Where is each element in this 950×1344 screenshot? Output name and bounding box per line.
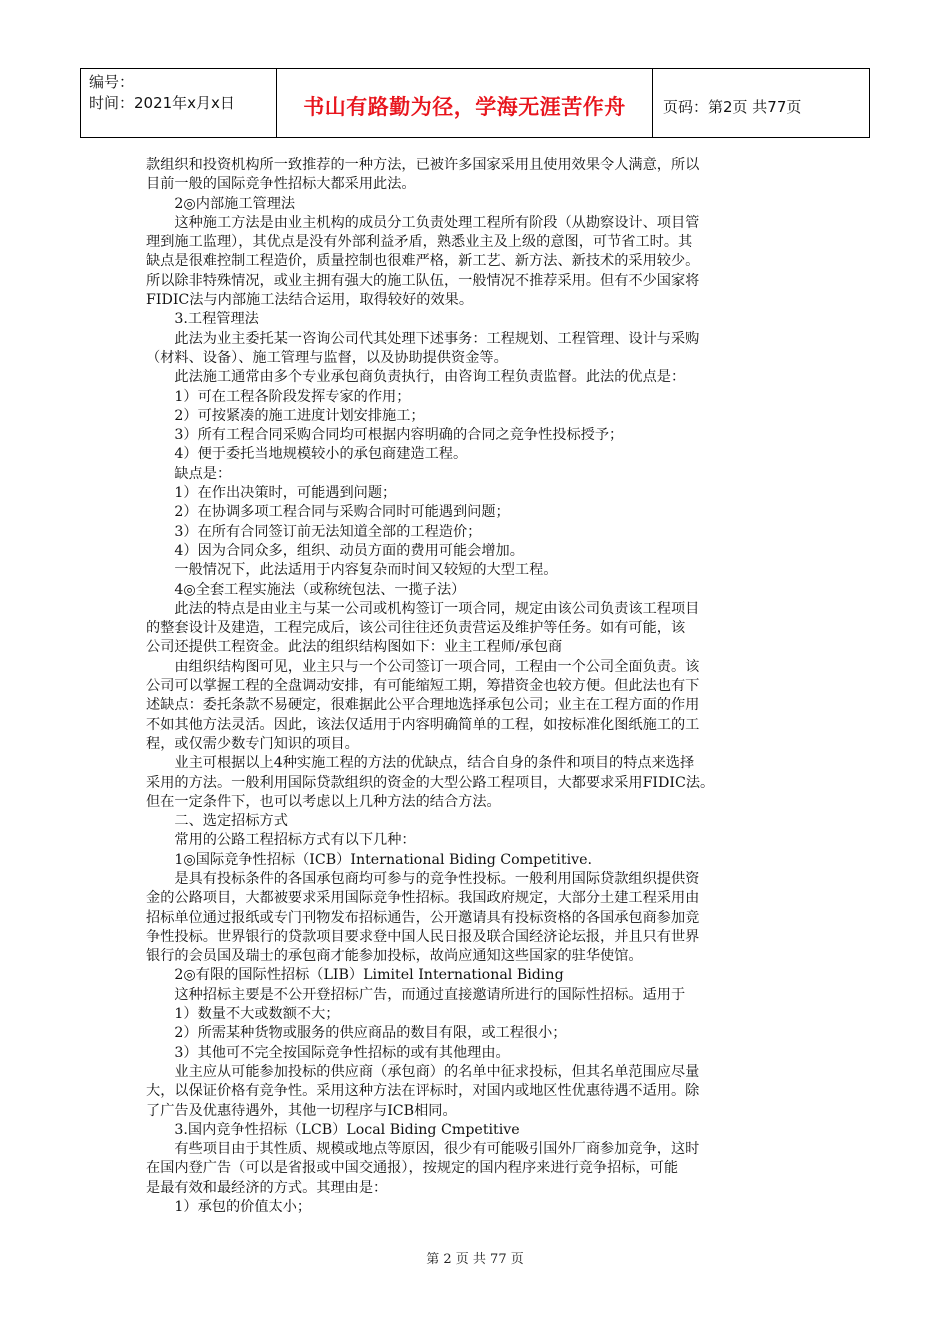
text-line: 1）可在工程各阶段发挥专家的作用； [146, 388, 411, 405]
text-line: 4）便于委托当地规模较小的承包商建造工程。 [146, 446, 468, 463]
text-line: 1）承包的价值太小； [146, 1199, 312, 1216]
text-line: 了广告及优惠待遇外，其他一切程序与ICB相同。 [146, 1102, 457, 1119]
text-line: 此法为业主委托某一咨询公司代其处理下述事务：工程规划、工程管理、设计与采购 [146, 330, 700, 347]
text-line: 但在一定条件下，也可以考虑以上几种方法的结合方法。 [146, 793, 501, 810]
text-line: 不如其他方法灵活。因此，该法仅适用于内容明确简单的工程，如按标准化图纸施工的工 [146, 716, 700, 733]
text-line: 是具有投标条件的各国承包商均可参与的竞争性投标。一般利用国际贷款组织提供资 [146, 870, 700, 887]
text-line: 由组织结构图可见，业主只与一个公司签订一项合同，工程由一个公司全面负责。该 [146, 658, 700, 675]
text-line: 所以除非特殊情况，或业主拥有强大的施工队伍，一般情况不推荐采用。但有不少国家将 [146, 272, 700, 289]
text-line: 3）所有工程合同采购合同均可根据内容明确的合同之竞争性投标授予； [146, 427, 624, 444]
text-line: 这种施工方法是由业主机构的成员分工负责处理工程所有阶段（从勘察设计、项目管 [146, 214, 700, 231]
text-line: 公司还提供工程资金。此法的组织结构图如下：业主工程师/承包商 [146, 639, 563, 656]
text-line: 采用的方法。一般利用国际贷款组织的资金的大型公路工程项目，大都要求采用FIDIC法。 [146, 774, 715, 791]
text-line: 4）因为合同众多，组织、动员方面的费用可能会增加。 [146, 542, 524, 559]
text-line: 金的公路项目，大都被要求采用国际竞争性招标。我国政府规定，大部分土建工程采用由 [146, 890, 700, 907]
doc-date: 时间：2021年x月x日 [89, 94, 235, 112]
text-line: 此法的特点是由业主与某一公司或机构签订一项合同，规定由该公司负责该工程项目 [146, 600, 700, 617]
text-line: 这种招标主要是不公开登招标广告，而通过直接邀请所进行的国际性招标。适用于 [146, 986, 686, 1003]
document-body [146, 156, 818, 1217]
text-line: 的整套设计及建造，工程完成后，该公司往往还负责营运及维护等任务。如有可能，该 [146, 620, 686, 637]
text-line: 2◎有限的国际性招标（LIB）Limitel International Biding [146, 967, 564, 984]
header-meta [81, 69, 277, 137]
header-page-info: 页码：第2页 共77页 [663, 97, 802, 116]
text-line: 程，或仅需少数专门知识的项目。 [146, 735, 359, 752]
text-line: FIDIC法与内部施工法结合运用，取得较好的效果。 [146, 292, 474, 309]
text-line: 是最有效和最经济的方式。其理由是： [146, 1179, 388, 1196]
doc-number: 编号： [89, 73, 135, 91]
text-line: 3）在所有合同签订前无法知道全部的工程造价； [146, 523, 482, 540]
text-line: 3）其他可不完全按国际竞争性招标的或有其他理由。 [146, 1044, 510, 1061]
text-line: 目前一般的国际竞争性招标大都采用此法。 [146, 176, 416, 193]
text-line: 1）在作出决策时，可能遇到问题； [146, 485, 397, 502]
text-line: 大，以保证价格有竞争性。采用这种方法在评标时，对国内或地区性优惠待遇不适用。除 [146, 1083, 700, 1100]
text-line: 业主可根据以上4种实施工程的方法的优缺点，结合自身的条件和项目的特点来选择 [146, 755, 695, 772]
text-line: 业主应从可能参加投标的供应商（承包商）的名单中征求投标，但其名单范围应尽量 [146, 1063, 700, 1080]
text-line: 招标单位通过报纸或专门刊物发布招标通告，公开邀请具有投标资格的各国承包商参加竞 [146, 909, 700, 926]
text-line: 2）在协调多项工程合同与采购合同时可能遇到问题； [146, 504, 510, 521]
text-line: 公司可以掌握工程的全盘调动安排，有可能缩短工期，筹措资金也较方便。但此法也有下 [146, 678, 700, 695]
text-line: 在国内登广告（可以是省报或中国交通报），按规定的国内程序来进行竞争招标，可能 [146, 1160, 679, 1177]
text-line: 常用的公路工程招标方式有以下几种： [146, 832, 416, 849]
text-line: 有些项目由于其性质、规模或地点等原因，很少有可能吸引国外厂商参加竞争，这时 [146, 1141, 700, 1158]
text-line: 4◎全套工程实施法（或称统包法、一揽子法） [146, 581, 466, 598]
text-line: 款组织和投资机构所一致推荐的一种方法，已被许多国家采用且使用效果令人满意，所以 [146, 157, 700, 173]
text-line: 2）可按紧凑的施工进度计划安排施工； [146, 407, 425, 424]
text-line: 缺点是很难控制工程造价，质量控制也很难严格，新工艺、新方法、新技术的采用较少。 [146, 253, 700, 270]
text-line: 2）所需某种货物或服务的供应商品的数目有限，或工程很小； [146, 1025, 567, 1042]
text-line: 此法施工通常由多个专业承包商负责执行，由咨询工程负责监督。此法的优点是： [146, 369, 686, 386]
text-line: 3.工程管理法 [146, 311, 259, 328]
header-motto: 书山有路勤为径，学海无涯苦作舟 [277, 69, 653, 137]
text-line: 1◎国际竞争性招标（ICB）International Biding Competitive. [146, 851, 593, 868]
text-line: 理到施工监理），其优点是没有外部利益矛盾，熟悉业主及上级的意图，可节省工时。其 [146, 234, 693, 251]
text-line: 2◎内部施工管理法 [146, 195, 296, 212]
text-line: 二、选定招标方式 [146, 813, 288, 830]
text-line: 述缺点：委托条款不易硬定，很难据此公平合理地选择承包公司；业主在工程方面的作用 [146, 697, 700, 714]
page-header [80, 68, 870, 138]
text-line: 缺点是： [146, 465, 232, 482]
text-line: 银行的会员国及瑞士的承包商才能参加投标，故尚应通知这些国家的驻华使馆。 [146, 948, 643, 965]
text-line: 3.国内竞争性招标（LCB）Local Biding Cmpetitive [146, 1121, 520, 1138]
text-line: （材料、设备）、施工管理与监督，以及协助提供资金等。 [146, 349, 508, 366]
text-line: 一般情况下，此法适用于内容复杂而时间又较短的大型工程。 [146, 562, 558, 579]
text-line: 争性投标。世界银行的贷款项目要求登中国人民日报及联合国经济论坛报，并且只有世界 [146, 928, 700, 945]
page-footer: 第 2 页 共 77 页 [426, 1252, 524, 1267]
text-line: 1）数量不大或数额不大； [146, 1006, 340, 1023]
